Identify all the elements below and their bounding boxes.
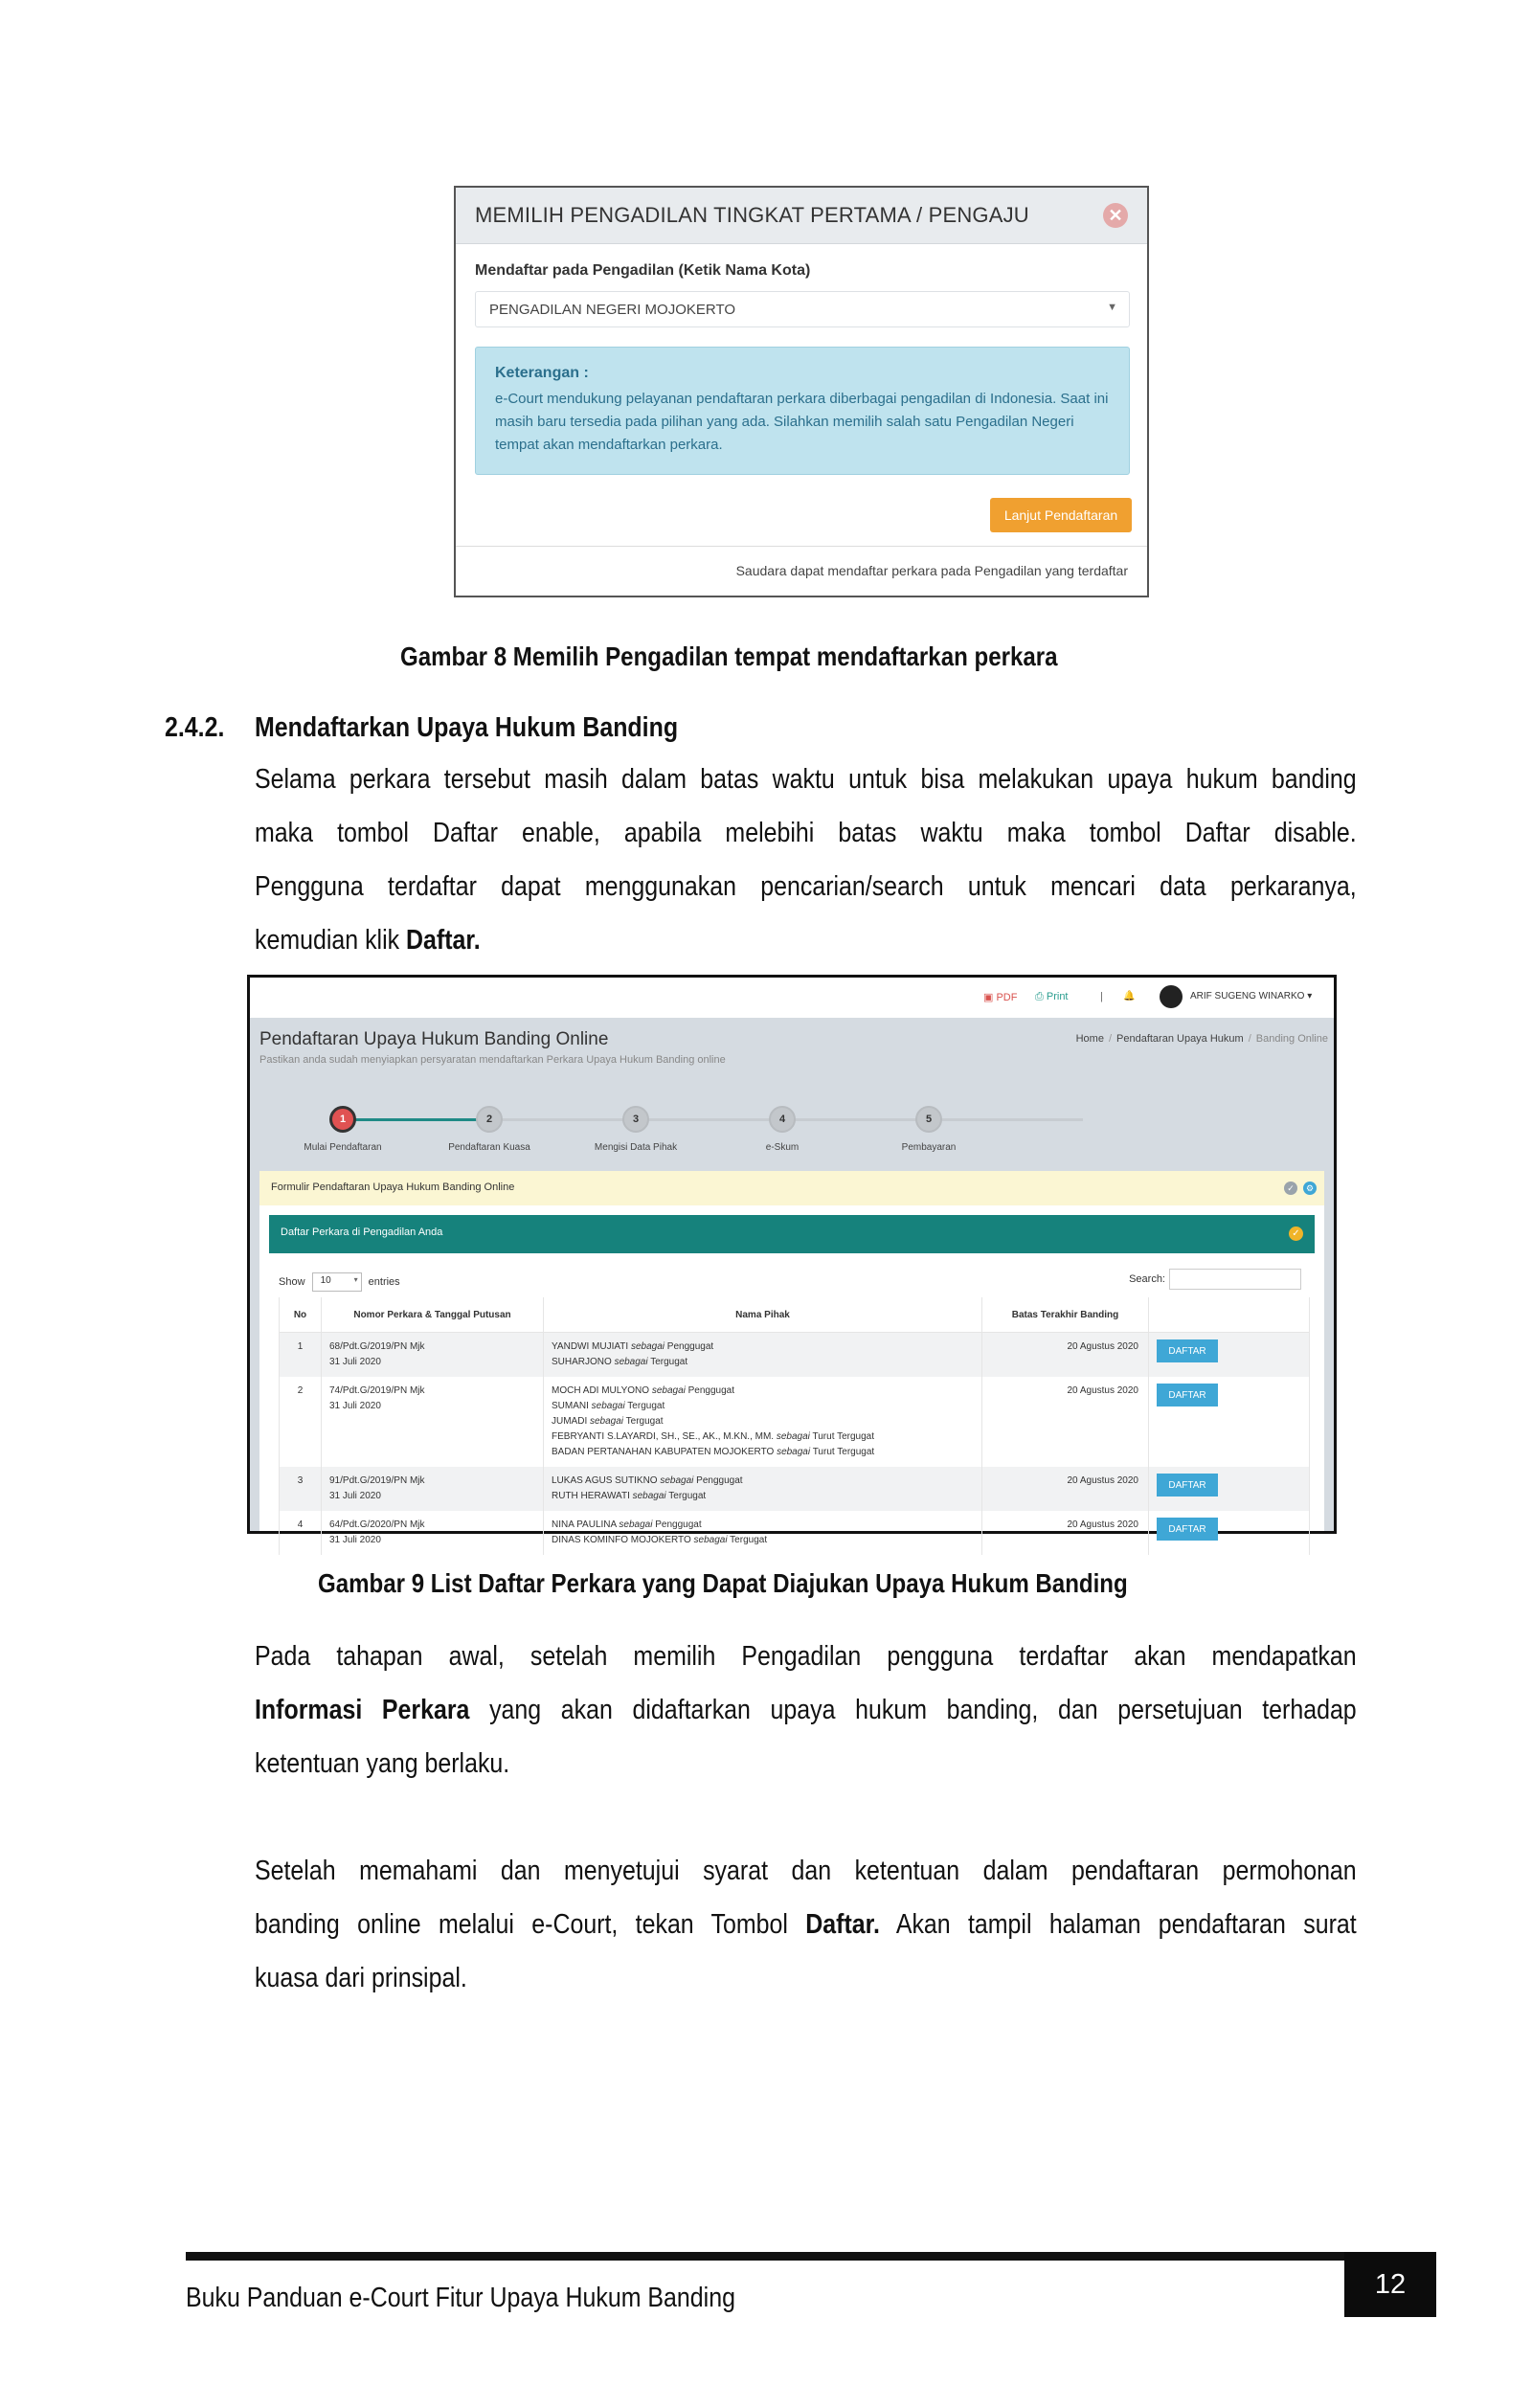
daftar-button[interactable]: DAFTAR (1157, 1474, 1218, 1497)
entries-select[interactable] (312, 1272, 362, 1292)
step-3-circle[interactable]: 3 (622, 1106, 649, 1133)
parties-cell (544, 1511, 982, 1555)
paragraph-line (255, 1898, 1357, 1951)
check-circle-icon: ✓ (1289, 1227, 1303, 1241)
info-text: e-Court mendukung pelayanan pendaftaran perkara diberbagai pengadilan di Indonesia. Saat ini masih baru tersedia pada pilihan yang ada. Silahkan memilih salah satu Pengadilan Negeri tempat akan mendaftarkan perkara. (495, 391, 1109, 453)
case-number-cell (322, 1377, 544, 1467)
print-label: Print (1046, 991, 1069, 1002)
print-link[interactable] (1035, 991, 1069, 1003)
action-cell (1149, 1467, 1310, 1511)
party-line (552, 1474, 974, 1489)
deadline-cell: 20 Agustus 2020 (982, 1333, 1149, 1378)
party-connector: sebagai (614, 1357, 648, 1367)
app-topbar (250, 978, 1334, 1019)
party-connector: sebagai (660, 1475, 694, 1486)
paragraph-line: ketentuan yang berlaku. (255, 1748, 510, 1779)
parties-cell (544, 1377, 982, 1467)
column-header[interactable]: Nama Pihak (544, 1297, 982, 1333)
party-role: Turut Tergugat (809, 1431, 874, 1442)
close-icon[interactable]: ✕ (1103, 203, 1128, 228)
party-line (552, 1355, 974, 1370)
step-5-circle[interactable]: 5 (915, 1106, 942, 1133)
entries-control (279, 1272, 400, 1292)
parties-cell (544, 1467, 982, 1511)
step-1-label: Mulai Pendaftaran (304, 1142, 382, 1153)
step-4-circle[interactable]: 4 (769, 1106, 796, 1133)
party-role: Turut Tergugat (810, 1447, 875, 1457)
collapse-icon[interactable]: ✓ (1284, 1181, 1297, 1195)
topbar-separator: | (1100, 991, 1103, 1002)
party-name: DINAS KOMINFO MOJOKERTO (552, 1535, 694, 1545)
step-1-circle[interactable]: 1 (329, 1106, 356, 1133)
case-table-body (280, 1333, 1310, 1556)
party-name: MOCH ADI MULYONO (552, 1385, 652, 1396)
page-title: Pendaftaran Upaya Hukum Banding Online (259, 1029, 609, 1049)
row-number: 1 (280, 1333, 322, 1378)
party-line (552, 1384, 974, 1399)
modal-title: MEMILIH PENGADILAN TINGKAT PERTAMA / PENGAJU (475, 203, 1029, 227)
row-number: 3 (280, 1467, 322, 1511)
entries-label: entries (368, 1275, 400, 1288)
paragraph-line (255, 1683, 1357, 1737)
lanjut-pendaftaran-button[interactable]: Lanjut Pendaftaran (990, 498, 1132, 532)
paragraph-line (255, 913, 1357, 967)
party-role: Tergugat (665, 1491, 707, 1501)
figure-8-screenshot (454, 186, 1149, 597)
party-role: Tergugat (727, 1535, 768, 1545)
party-connector: sebagai (591, 1401, 625, 1411)
app-content (250, 1018, 1334, 1545)
party-name: RUTH HERAWATI (552, 1491, 633, 1501)
column-header (1149, 1297, 1310, 1333)
decision-date: 31 Juli 2020 (329, 1491, 381, 1501)
step-4-label: e-Skum (765, 1142, 800, 1153)
party-line (552, 1445, 974, 1460)
modal-footer-note: Saudara dapat mendaftar perkara pada Pengadilan yang terdaftar (735, 563, 1128, 578)
column-header[interactable]: No (280, 1297, 322, 1333)
case-number: 64/Pdt.G/2020/PN Mjk (329, 1519, 425, 1530)
party-name: FEBRYANTI S.LAYARDI, SH., SE., AK., M.KN., MM. (552, 1431, 777, 1442)
party-role: Tergugat (647, 1357, 688, 1367)
party-line (552, 1414, 974, 1429)
entries-value: 10 (320, 1275, 331, 1286)
party-line (552, 1533, 974, 1548)
party-connector: sebagai (776, 1431, 810, 1442)
party-connector: sebagai (630, 1341, 665, 1352)
breadcrumb-upaya-hukum[interactable]: Pendaftaran Upaya Hukum (1116, 1033, 1244, 1045)
table-header-row (280, 1297, 1310, 1333)
figure-9-screenshot (247, 975, 1337, 1545)
party-connector: sebagai (651, 1385, 686, 1396)
section-paragraph-1 (255, 753, 1357, 967)
form-title: Formulir Pendaftaran Upaya Hukum Banding Online (271, 1181, 515, 1193)
figure-9-caption: Gambar 9 List Daftar Perkara yang Dapat Diajukan Upaya Hukum Banding (318, 1568, 1128, 1598)
party-role: Penggugat (665, 1341, 714, 1352)
party-name: SUHARJONO (552, 1357, 615, 1367)
form-header-bar (259, 1171, 1324, 1205)
party-role: Penggugat (685, 1385, 735, 1396)
paragraph-line: maka tombol Daftar enable, apabila melebihi batas waktu maka tombol Daftar disable. (255, 818, 1357, 848)
party-connector: sebagai (619, 1519, 653, 1530)
panel-title: Daftar Perkara di Pengadilan Anda (281, 1227, 443, 1238)
party-line (552, 1489, 974, 1504)
party-role: Tergugat (623, 1416, 664, 1427)
step-5-label: Pembayaran (901, 1142, 957, 1153)
info-title: Keterangan : (495, 365, 589, 381)
paragraph-line: kuasa dari prinsipal. (255, 1963, 467, 1993)
party-connector: sebagai (590, 1416, 624, 1427)
party-line (552, 1339, 974, 1355)
chevron-down-icon: ▾ (353, 1275, 358, 1284)
footer-title: Buku Panduan e-Court Fitur Upaya Hukum Banding (186, 2283, 735, 2313)
row-number: 4 (280, 1511, 322, 1555)
info-alert (475, 347, 1130, 475)
case-number: 68/Pdt.G/2019/PN Mjk (329, 1341, 425, 1352)
chevron-down-icon: ▼ (1107, 302, 1117, 313)
daftar-button[interactable]: DAFTAR (1157, 1339, 1218, 1362)
party-name: LUKAS AGUS SUTIKNO (552, 1475, 661, 1486)
search-control (1129, 1269, 1301, 1290)
pdf-label: PDF (996, 992, 1018, 1003)
case-number: 91/Pdt.G/2019/PN Mjk (329, 1475, 425, 1486)
section-number: 2.4.2. (165, 712, 225, 743)
paragraph-text: banding online melalui e-Court, tekan Tombol (255, 1909, 806, 1940)
deadline-cell: 20 Agustus 2020 (982, 1511, 1149, 1555)
footer-rule (186, 2252, 1392, 2261)
party-line (552, 1399, 974, 1414)
page-number: 12 (1344, 2252, 1436, 2317)
breadcrumb-separator: / (1108, 1033, 1113, 1045)
party-connector: sebagai (693, 1535, 728, 1545)
party-line (552, 1429, 974, 1445)
party-role: Tergugat (624, 1401, 665, 1411)
breadcrumb (1076, 1033, 1328, 1045)
action-cell (1149, 1377, 1310, 1467)
bell-icon[interactable]: 🔔 (1123, 991, 1136, 1001)
decision-date: 31 Juli 2020 (329, 1535, 381, 1545)
user-menu[interactable]: ARIF SUGENG WINARKO ▾ (1190, 991, 1313, 1001)
step-3-label: Mengisi Data Pihak (594, 1142, 678, 1153)
search-input[interactable] (1169, 1269, 1301, 1290)
decision-date: 31 Juli 2020 (329, 1357, 381, 1367)
pdf-link[interactable] (983, 991, 1017, 1003)
deadline-cell: 20 Agustus 2020 (982, 1377, 1149, 1467)
action-cell (1149, 1333, 1310, 1378)
search-label: Search: (1129, 1272, 1165, 1285)
party-role: Penggugat (693, 1475, 743, 1486)
party-line (552, 1518, 974, 1533)
case-number-cell (322, 1467, 544, 1511)
daftar-button[interactable]: DAFTAR (1157, 1518, 1218, 1541)
breadcrumb-current: Banding Online (1255, 1033, 1328, 1045)
modal-footer-divider (456, 546, 1147, 547)
court-field-label: Mendaftar pada Pengadilan (Ketik Nama Kota) (475, 262, 811, 279)
case-list-card (259, 1205, 1324, 1545)
daftar-emphasis: Daftar. (805, 1909, 880, 1940)
court-select-value: PENGADILAN NEGERI MOJOKERTO (489, 302, 735, 318)
table-row (280, 1377, 1310, 1467)
party-name: JUMADI (552, 1416, 590, 1427)
avatar[interactable] (1160, 985, 1183, 1008)
daftar-emphasis: Daftar. (406, 925, 481, 956)
table-row (280, 1511, 1310, 1555)
party-name: SUMANI (552, 1401, 592, 1411)
paragraph-text: kemudian klik (255, 925, 407, 956)
step-2-label: Pendaftaran Kuasa (448, 1142, 530, 1153)
printer-icon: ⎙ (1035, 991, 1044, 1002)
column-header[interactable]: Nomor Perkara & Tanggal Putusan (322, 1297, 544, 1333)
paragraph-line: Pada tahapan awal, setelah memilih Pengadilan pengguna terdaftar akan mendapatkan (255, 1641, 1357, 1672)
parties-cell (544, 1333, 982, 1378)
column-header[interactable]: Batas Terakhir Banding (982, 1297, 1149, 1333)
action-cell (1149, 1511, 1310, 1555)
deadline-cell: 20 Agustus 2020 (982, 1467, 1149, 1511)
daftar-button[interactable]: DAFTAR (1157, 1384, 1218, 1407)
row-number: 2 (280, 1377, 322, 1467)
informasi-perkara-emphasis: Informasi Perkara (255, 1695, 470, 1725)
breadcrumb-home[interactable]: Home (1075, 1033, 1104, 1045)
case-table (279, 1297, 1310, 1555)
show-label: Show (279, 1275, 305, 1288)
figure-8-caption: Gambar 8 Memilih Pengadilan tempat mendaftarkan perkara (400, 641, 1058, 671)
paragraph-line: Pengguna terdaftar dapat menggunakan pencarian/search untuk mencari data perkaranya, (255, 871, 1357, 902)
decision-date: 31 Juli 2020 (329, 1401, 381, 1411)
panel-header (269, 1215, 1315, 1253)
table-row (280, 1467, 1310, 1511)
paragraph-3 (255, 1844, 1357, 2005)
paragraph-text: yang akan didaftarkan upaya hukum banding, dan persetujuan terhadap (469, 1695, 1357, 1725)
breadcrumb-separator: / (1248, 1033, 1251, 1045)
case-number: 74/Pdt.G/2019/PN Mjk (329, 1385, 425, 1396)
party-connector: sebagai (632, 1491, 666, 1501)
case-number-cell (322, 1511, 544, 1555)
pdf-icon: ▣ (983, 992, 994, 1003)
party-connector: sebagai (777, 1447, 811, 1457)
paragraph-text: Akan tampil halaman pendaftaran surat (879, 1909, 1357, 1940)
party-name: NINA PAULINA (552, 1519, 620, 1530)
page-subtitle: Pastikan anda sudah menyiapkan persyaratan mendaftarkan Perkara Upaya Hukum Banding online (259, 1054, 726, 1066)
paragraph-line: Selama perkara tersebut masih dalam batas waktu untuk bisa melakukan upaya hukum banding (255, 764, 1357, 795)
paragraph-2 (255, 1630, 1357, 1790)
section-title: Mendaftarkan Upaya Hukum Banding (255, 712, 679, 743)
table-row (280, 1333, 1310, 1378)
paragraph-line: Setelah memahami dan menyetujui syarat dan ketentuan dalam pendaftaran permohonan (255, 1856, 1357, 1886)
modal-header (456, 188, 1147, 244)
case-number-cell (322, 1333, 544, 1378)
settings-icon[interactable]: ⚙ (1303, 1181, 1317, 1195)
party-name: YANDWI MUJIATI (552, 1341, 631, 1352)
court-select[interactable] (475, 291, 1130, 327)
step-2-circle[interactable]: 2 (476, 1106, 503, 1133)
party-role: Penggugat (652, 1519, 702, 1530)
step-connector-done (346, 1118, 489, 1121)
party-name: BADAN PERTANAHAN KABUPATEN MOJOKERTO (552, 1447, 777, 1457)
